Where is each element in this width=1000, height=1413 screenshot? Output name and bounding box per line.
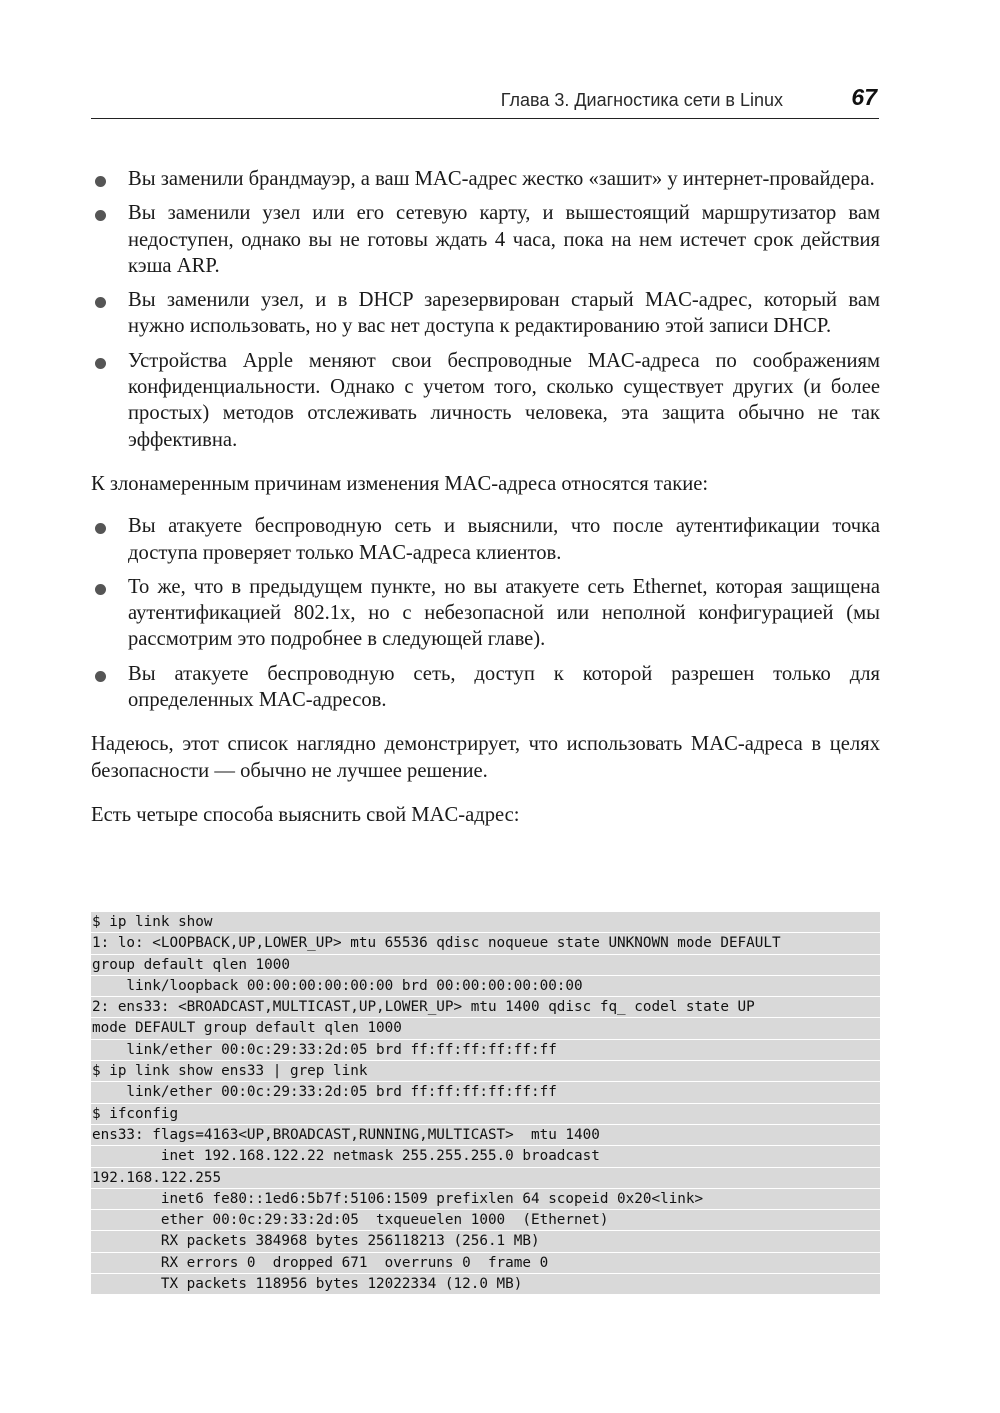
code-line: group default qlen 1000 [91,955,880,976]
list-item: Вы атакуете беспроводную сеть, доступ к которой разрешен только для определенных MAC-адресов. [91,661,880,714]
code-line: 2: ens33: <BROADCAST,MULTICAST,UP,LOWER_UP> mtu 1400 qdisc fq_ codel state UP [91,997,880,1018]
bullet-icon [95,671,106,682]
code-line: inet 192.168.122.22 netmask 255.255.255.0 broadcast [91,1146,880,1167]
paragraph-malicious-intro: К злонамеренным причинам изменения MAC-адреса относятся такие: [91,472,709,495]
paragraph-methods-intro: Есть четыре способа выяснить свой MAC-адрес: [91,803,520,826]
code-line: $ ifconfig [91,1104,880,1125]
list-item: Вы заменили узел, и в DHCP зарезервирован старый MAC-адрес, который вам нужно использовать, но у вас нет доступа к редактированию этой записи DHCP. [91,287,880,340]
bullet-icon [95,523,106,534]
bullet-icon [95,210,106,221]
code-line: RX packets 384968 bytes 256118213 (256.1 MB) [91,1231,880,1252]
bullet-icon [95,584,106,595]
code-line: 1: lo: <LOOPBACK,UP,LOWER_UP> mtu 65536 qdisc noqueue state UNKNOWN mode DEFAULT [91,933,880,954]
code-line: inet6 fe80::1ed6:5b7f:5106:1509 prefixlen 64 scopeid 0x20<link> [91,1189,880,1210]
list-item: Вы заменили узел или его сетевую карту, и вышестоящий маршрутизатор вам недоступен, однако вы не готовы ждать 4 часа, пока на нем истечет срок действия кэша ARP. [91,200,880,279]
code-line: link/ether 00:0c:29:33:2d:05 brd ff:ff:ff:ff:ff:ff [91,1040,880,1061]
chapter-title: Глава 3. Диагностика сети в Linux [500,90,783,110]
page-number: 67 [851,84,877,110]
code-listing [91,912,880,1295]
code-line: $ ip link show [91,912,880,933]
code-line: 192.168.122.255 [91,1168,880,1189]
body-text [91,166,880,844]
list-item: Вы заменили брандмауэр, а ваш MAC-адрес жестко «зашит» у интернет-провайдера. [91,166,880,192]
list-item: Устройства Apple меняют свои беспроводные MAC-адреса по соображениям конфиденциальности. Однако с учетом того, сколько существует других (и более простых) методов отслеживать личность человека, эта защита обычно не так эффективна. [91,348,880,453]
bullet-icon [95,358,106,369]
paragraph-conclusion: Надеюсь, этот список наглядно демонстрирует, что использовать MAC-адреса в целях безопасности — обычно не лучшее решение. [91,733,880,782]
code-line: mode DEFAULT group default qlen 1000 [91,1018,880,1039]
running-header [91,82,879,119]
bullet-icon [95,297,106,308]
code-line: ens33: flags=4163<UP,BROADCAST,RUNNING,MULTICAST> mtu 1400 [91,1125,880,1146]
code-line: $ ip link show ens33 | grep link [91,1061,880,1082]
benign-reasons-list [91,166,880,453]
code-line: ether 00:0c:29:33:2d:05 txqueuelen 1000 (Ethernet) [91,1210,880,1231]
malicious-reasons-list [91,513,880,713]
code-line: RX errors 0 dropped 671 overruns 0 frame 0 [91,1253,880,1274]
code-line: link/loopback 00:00:00:00:00:00 brd 00:00:00:00:00:00 [91,976,880,997]
bullet-icon [95,176,106,187]
list-item: То же, что в предыдущем пункте, но вы атакуете сеть Ethernet, которая защищена аутентификацией 802.1x, но с небезопасной или неполной конфигурацией (мы рассмотрим это подробнее в следующей главе). [91,574,880,653]
code-line: link/ether 00:0c:29:33:2d:05 brd ff:ff:ff:ff:ff:ff [91,1082,880,1103]
code-line: TX packets 118956 bytes 12022334 (12.0 MB) [91,1274,880,1295]
list-item: Вы атакуете беспроводную сеть и выяснили, что после аутентификации точка доступа проверяет только MAC-адреса клиентов. [91,513,880,566]
